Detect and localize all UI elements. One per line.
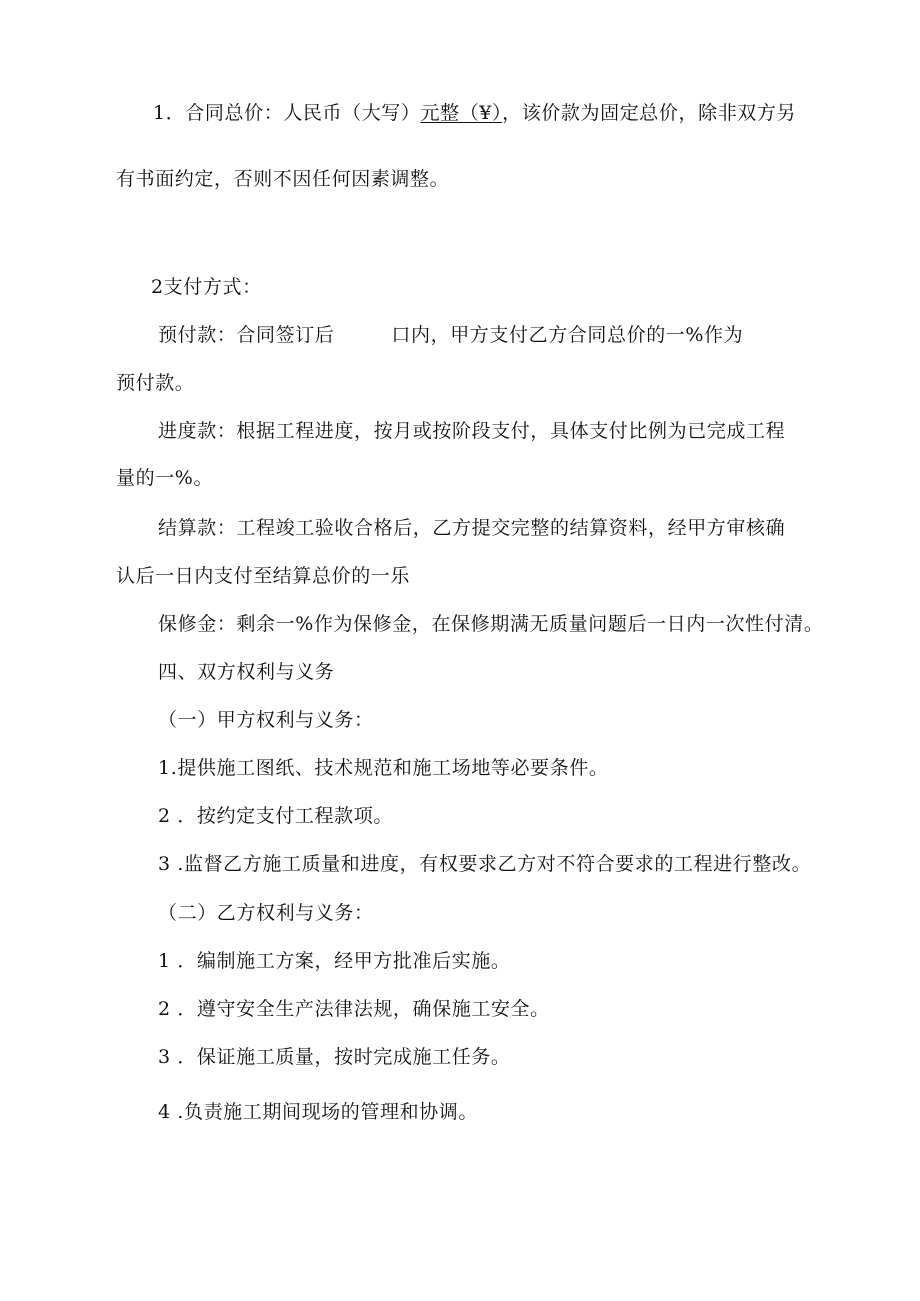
advance-payment-line-2: 预付款。 — [116, 372, 195, 394]
progress-payment-line-1: 进度款：根据工程进度，按月或按阶段支付，具体支付比例为已完成工程 — [158, 420, 786, 442]
party-a-item-2: 2 ．按约定支付工程款项。 — [158, 805, 393, 827]
party-b-item-1: 1 ．编制施工方案，经甲方批准后实施。 — [158, 950, 511, 972]
price-clause-line-2: 有书面约定，否则不因任何因素调整。 — [116, 168, 450, 190]
party-b-heading: （二）乙方权利与义务： — [158, 902, 374, 924]
advance-payment-line-1 — [158, 323, 743, 347]
progress-payment-line-2: 量的一%。 — [116, 467, 214, 489]
settlement-payment-line-1: 结算款：工程竣工验收合格后，乙方提交完整的结算资料，经甲方审核确 — [158, 517, 786, 539]
price-clause-line-1 — [153, 101, 796, 125]
payment-heading: 2支付方式： — [151, 276, 262, 298]
party-a-item-1: 1.提供施工图纸、技术规范和施工场地等必要条件。 — [158, 757, 609, 779]
advance-payment-text-a: 预付款：合同签订后 — [158, 324, 335, 346]
party-a-heading: （一）甲方权利与义务： — [158, 709, 374, 731]
party-b-item-3: 3 ．保证施工质量，按时完成施工任务。 — [158, 1046, 511, 1068]
party-a-item-3: 3 .监督乙方施工质量和进度，有权要求乙方对不符合要求的工程进行整改。 — [158, 853, 812, 875]
price-clause-prefix: 1．合同总价：人民币（大写） — [153, 102, 421, 124]
settlement-payment-line-2: 认后一日内支付至结算总价的一乐 — [116, 565, 411, 587]
price-clause-underlined: 元整（¥） — [420, 102, 503, 124]
party-b-item-4: 4 .负责施工期间现场的管理和协调。 — [158, 1101, 478, 1123]
rights-section-heading: 四、双方权利与义务 — [158, 661, 335, 683]
party-b-item-2: 2 ．遵守安全生产法律法规，确保施工安全。 — [158, 998, 550, 1020]
warranty-line: 保修金：剩余一%作为保修金，在保修期满无质量问题后一日内一次性付清。 — [158, 613, 824, 635]
advance-payment-text-b: 口内，甲方支付乙方合同总价的一%作为 — [391, 324, 744, 346]
price-clause-suffix: ，该价款为固定总价，除非双方另 — [502, 102, 797, 124]
